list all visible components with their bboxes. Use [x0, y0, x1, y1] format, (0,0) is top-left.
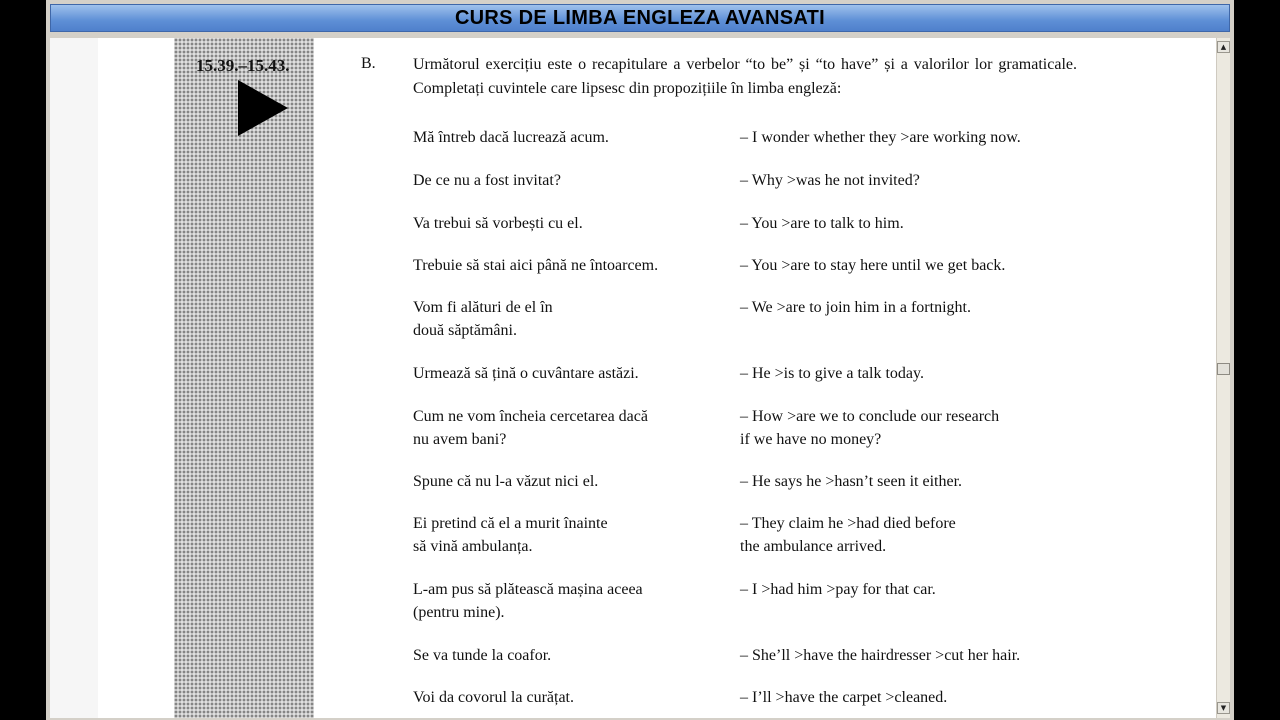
- romanian-sentence: [413, 512, 713, 558]
- english-sentence: [740, 686, 1140, 709]
- romanian-sentence: [413, 578, 713, 624]
- english-line: – I wonder whether they >are working now.: [740, 129, 1021, 146]
- left-margin: [50, 38, 101, 718]
- english-sentence: [740, 512, 1140, 558]
- english-line: – We >are to join him in a fortnight.: [740, 299, 971, 316]
- english-sentence: [740, 405, 1140, 451]
- scroll-down-button[interactable]: [1217, 702, 1230, 714]
- romanian-sentence: [413, 169, 713, 192]
- english-sentence: [740, 362, 1140, 385]
- document-page: [98, 38, 1216, 718]
- english-line: the ambulance arrived.: [740, 538, 887, 555]
- document-viewport[interactable]: [50, 38, 1216, 718]
- english-line: – You >are to talk to him.: [740, 215, 904, 232]
- english-sentence: [740, 212, 1140, 235]
- romanian-line: De ce nu a fost invitat?: [413, 172, 561, 189]
- english-line: if we have no money?: [740, 431, 882, 448]
- english-line: – I’ll >have the carpet >cleaned.: [740, 689, 948, 706]
- english-sentence: [740, 470, 1140, 493]
- romanian-sentence: [413, 126, 713, 149]
- romanian-line: nu avem bani?: [413, 431, 507, 448]
- arrow-up-icon: ▲: [1220, 43, 1227, 51]
- window-title: CURS DE LIMBA ENGLEZA AVANSATI: [454, 6, 826, 29]
- romanian-line: Voi da covorul la curățat.: [413, 689, 574, 706]
- romanian-line: (pentru mine).: [413, 604, 505, 621]
- english-sentence: [740, 296, 1140, 319]
- english-sentence: [740, 126, 1140, 149]
- romanian-sentence: [413, 254, 713, 277]
- romanian-line: Spune că nu l-a văzut nici el.: [413, 473, 599, 490]
- romanian-line: Cum ne vom încheia cercetarea dacă: [413, 408, 648, 425]
- romanian-sentence: [413, 644, 713, 667]
- romanian-sentence: [413, 212, 713, 235]
- english-sentence: [740, 644, 1140, 667]
- english-line: – She’ll >have the hairdresser >cut her hair.: [740, 647, 1021, 664]
- scroll-up-button[interactable]: [1217, 41, 1230, 53]
- english-line: – How >are we to conclude our research: [740, 408, 1000, 425]
- romanian-line: Trebuie să stai aici până ne întoarcem.: [413, 257, 659, 274]
- section-letter: B.: [361, 55, 376, 72]
- romanian-line: două săptămâni.: [413, 322, 517, 339]
- play-icon[interactable]: [236, 80, 288, 136]
- title-bar: [50, 4, 1230, 32]
- exercise-instructions: Următorul exercițiu este o recapitulare a verbelor “to be” și “to have” și a valorilor lor gramaticale. Completați cuvintele care lipsesc din propozițiile în limba engleză:: [413, 56, 1077, 97]
- english-sentence: [740, 254, 1140, 277]
- romanian-line: Mă întreb dacă lucrează acum.: [413, 129, 609, 146]
- english-line: – He says he >hasn’t seen it either.: [740, 473, 963, 490]
- vertical-scrollbar[interactable]: [1216, 38, 1230, 718]
- romanian-sentence: [413, 686, 713, 709]
- romanian-line: Va trebui să vorbești cu el.: [413, 215, 583, 232]
- romanian-line: Ei pretind că el a murit înainte: [413, 515, 608, 532]
- english-line: – I >had him >pay for that car.: [740, 581, 936, 598]
- app-window: [46, 0, 1234, 720]
- romanian-line: Vom fi alături de el în: [413, 299, 553, 316]
- romanian-line: Urmează să țină o cuvântare astăzi.: [413, 365, 639, 382]
- romanian-sentence: [413, 296, 713, 342]
- decorative-gray-band: [174, 38, 314, 718]
- romanian-line: să vină ambulanța.: [413, 538, 533, 555]
- english-line: – Why >was he not invited?: [740, 172, 920, 189]
- romanian-line: Se va tunde la coafor.: [413, 647, 552, 664]
- romanian-sentence: [413, 362, 713, 385]
- english-sentence: [740, 169, 1140, 192]
- english-line: – He >is to give a talk today.: [740, 365, 924, 382]
- english-sentence: [740, 578, 1140, 601]
- romanian-sentence: [413, 405, 713, 451]
- scroll-thumb[interactable]: [1217, 363, 1230, 375]
- lesson-range-label: 15.39.–15.43.: [196, 56, 290, 75]
- romanian-sentence: [413, 470, 713, 493]
- romanian-line: L-am pus să plătească mașina aceea: [413, 581, 643, 598]
- arrow-down-icon: ▼: [1220, 704, 1227, 712]
- english-line: – You >are to stay here until we get back.: [740, 257, 1006, 274]
- english-line: – They claim he >had died before: [740, 515, 956, 532]
